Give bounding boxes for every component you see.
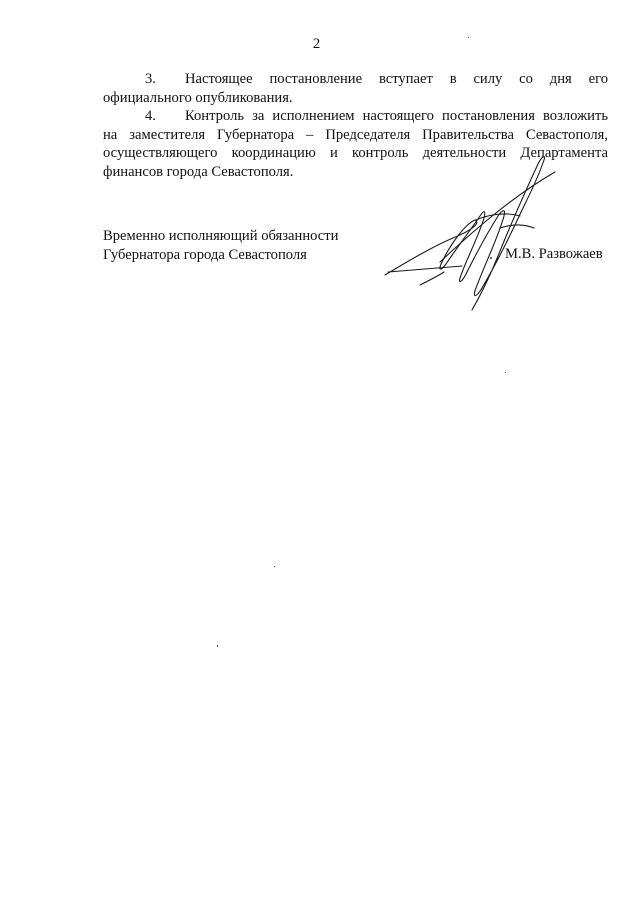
paragraph-3-number: 3. [145,71,156,87]
signatory-position-line-1: Временно исполняющий обязанности [103,228,339,244]
paragraph-4-line-4: финансов города Севастополя. [103,163,294,180]
signatory-name: М.В. Развожаев [505,246,603,262]
signatory-position-line-2: Губернатора города Севастополя [103,246,307,263]
scan-speck [274,566,275,567]
scan-speck [490,257,492,259]
paragraph-3-line-2: официального опубликования. [103,89,293,106]
paragraph-3 [103,70,608,107]
paragraph-4-line-2: на заместителя Губернатора – Председателя Правительства Севастополя, [103,126,608,143]
scan-speck [505,372,506,373]
scan-speck [468,37,469,38]
signatory-position [103,227,338,264]
paragraph-4-line-1: 4. Контроль за исполнением настоящего постановления возложить [145,108,608,124]
page-number: 2 [312,36,321,52]
paragraph-4-line-3: осуществляющего координацию и контроль деятельности Департамента [103,145,608,161]
scan-speck [217,645,218,647]
paragraph-3-line-1: 3. Настоящее постановление вступает в силу со дня его [145,71,608,87]
handwritten-signature [380,150,570,320]
paragraph-4-number: 4. [145,108,156,124]
